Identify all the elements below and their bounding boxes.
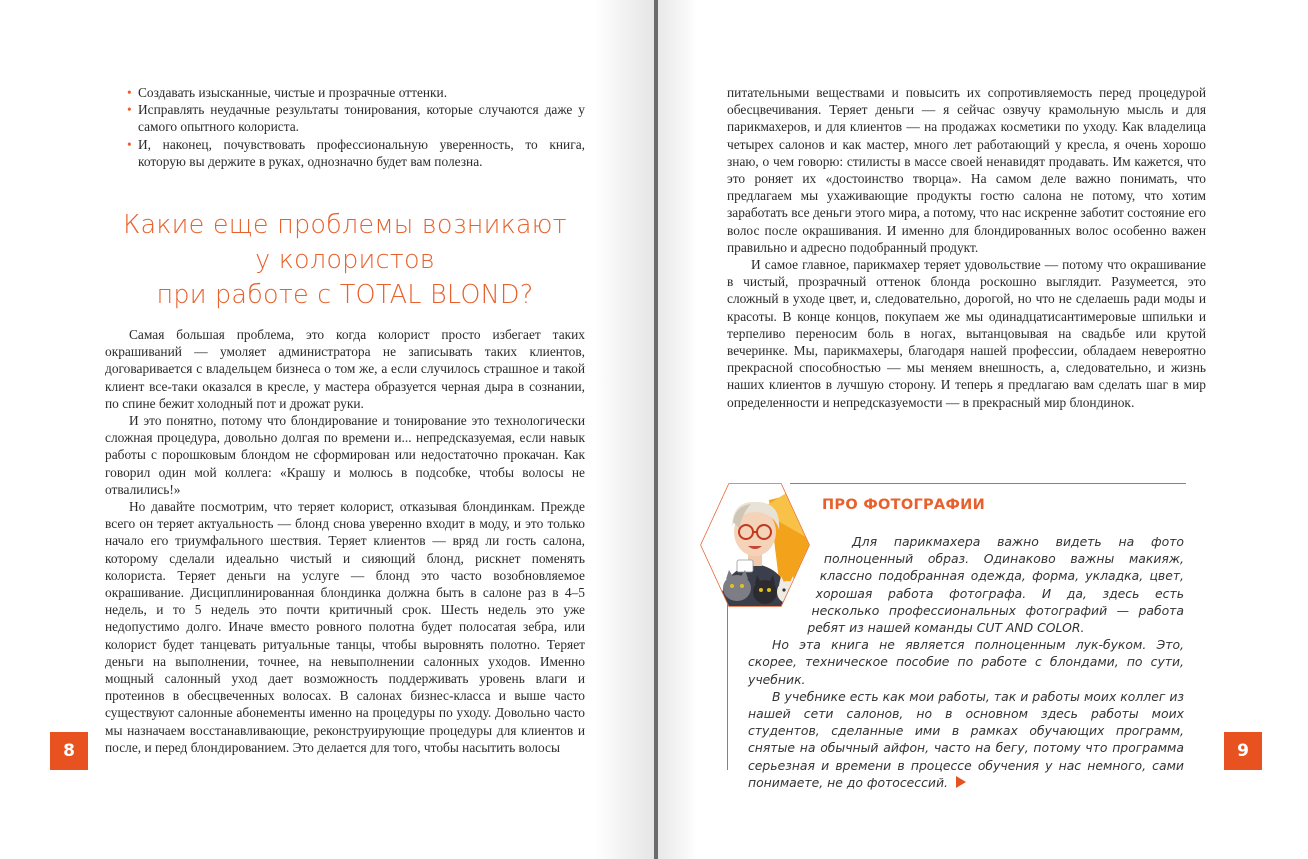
bullet-list — [127, 84, 585, 170]
list-item: • Исправлять неудачные результаты тонирования, которые случаются даже у самого опытного колориста. — [127, 102, 585, 135]
heading-line: при работе с TOTAL BLOND? — [156, 280, 534, 310]
paragraph: питательными веществами и повысить их сопротивляемость перед процедурой обесцвечивания. Теряет деньги — я сейчас озвучу крамольную мысль и для парикмахеров, и для клиентов — на продажах косметики по уходу. Как владелица четырех салонов и как мастер, много лет работающий у кресла, я очень хорошо знаю, о чем говорю: стилисты в массе своей ненавидят продавать. Им кажется, что это роняет их «достоинство творца». На самом деле важно понимать, что предлагаем мы ухаживающие продукты гостю салона не потому, что хотим заработать все деньги этого мира, а потому, что нас искренне заботит состояние его волос после окрашивания. И именно для блондированных волос особенно важен правильно и адресно подобранный продукт. — [727, 85, 1206, 255]
paragraph: Для парикмахера важно видеть на фото полноценный образ. Одинаково важны макияж, классно подобранная одежда, форма, укладка, цвет, хорошая работа фотографа. И да, здесь есть несколько профессиональных фотографий — работа ребят из нашей команды CUT AND COLOR. — [807, 534, 1184, 636]
paragraph: Самая большая проблема, это когда колорист просто избегает таких окрашиваний — умоляет администратора не записывать таких клиентов, договаривается с владельцем бизнеса о том же, а если случилось страшное и такой клиент все-таки оказался в кресле, у мастера образуется черная дыра в сознании, по спине бежит холодный пот и дрожат руки. — [105, 327, 585, 411]
gutter-shadow — [658, 0, 698, 859]
paragraph: И это понятно, потому что блондирование и тонирование это технологически сложная процедура, довольно долгая по времени и... непредсказуемая, если навык работы с порошковым блондом не сформирован или недостаточно прокачан. Как говорил один мой коллега: «Крашу и молюсь в подсобке, чтобы волосы не отвалились!» — [105, 413, 585, 497]
page-number: 8 — [50, 732, 88, 770]
sidebar-text — [748, 533, 1184, 791]
bullet-dot-icon: • — [127, 136, 132, 152]
page-number: 9 — [1224, 732, 1262, 770]
list-item: • Создавать изысканные, чистые и прозрачные оттенки. — [127, 85, 448, 100]
paragraph: И самое главное, парикмахер теряет удовольствие — потому что окрашивание в чистый, прозрачный оттенок блонда роскошно выглядит. Разумеется, это сложный в уходе цвет, и, следовательно, дорогой, но что не сделаешь ради моды и красоты. В конце концов, покупаем же мы одинадцатисантимеровые шпильки и терпеливо переносим боль в ногах, вытанцовывая на свадьбе или крутой вечеринке. Мы, парикмахеры, благодаря нашей профессии, обладаем невероятно прекрасной способностью — мы меняем внешность, а, следовательно, и жизнь наших клиентов в лучшую сторону. И теперь я предлагаю вам сделать шаг в мир определенности и непредсказуемости — в прекрасный мир блондинок. — [727, 257, 1206, 410]
bullet-dot-icon: • — [127, 85, 132, 100]
section-heading — [100, 208, 590, 313]
paragraph: Но давайте посмотрим, что теряет колорист, отказывая блондинкам. Прежде всего он теряет актуальность — блонд снова уверенно входит в моду, и это только начало его триумфального шествия. Теряет клиентов — вряд ли гость салона, которому сделали идеально чистый и сияющий блонд, рискнет поменять колориста. Теряет деньги на услуге — блонд это часто возобновляемое окрашивание. Дисциплинированная блондинка должна быть в салоне раз в 4–5 недель, и то 5 недель это почти критичный срок. Шесть недель это уже недопустимо долго. Иначе вместо ровного полотна будет полосатая зебра, или колорист будет танцевать ритуальные танцы, чтобы выровнять полотно. Теряет деньги на выполнении, точнее, на невыполнении салонных уходов. Именно мощный салонный уход дает возможность поддерживать уровень влаги и протеинов в обесцвеченных волосах. В салонах бизнес-класса и выше часто существуют салонные абонементы именно на процедуры по уходу. Довольно часто мы назначаем восстанавливающие, реконструирующие процедуры для клиентов и после, и перед блондированием. Это делается для того, чтобы насытить волосы — [105, 499, 585, 755]
sidebar-top-rule — [790, 483, 1186, 484]
paragraph: В учебнике есть как мои работы, так и работы моих коллег из нашей сети салонов, но в основном здесь работы моих студентов, сделанные ими в рамках обучающих программ, снятые на обычный айфон, часто на бегу, потому что программа серьезная и времени в процессе обучения у нас немного, сами понимаете, не до фотосессий. — [748, 688, 1184, 790]
gutter-shadow — [594, 0, 654, 859]
right-body-text — [727, 84, 1206, 411]
paragraph: Но эта книга не является полноценным лук-буком. Это, скорее, техническое пособие по работе с блондами, по сути, учебник. — [748, 637, 1184, 687]
list-item: • И, наконец, почувствовать профессиональную уверенность, то книга, которую вы держите в руках, однозначно будет вам полезна. — [127, 136, 585, 169]
heading-line: Какие еще проблемы возникают — [123, 210, 567, 240]
play-arrow-icon — [956, 776, 966, 788]
bullet-dot-icon: • — [127, 102, 132, 118]
left-body-text — [105, 326, 585, 756]
heading-line: у колористов — [255, 245, 435, 275]
sidebar-title: ПРО ФОТОГРАФИИ — [822, 497, 985, 513]
